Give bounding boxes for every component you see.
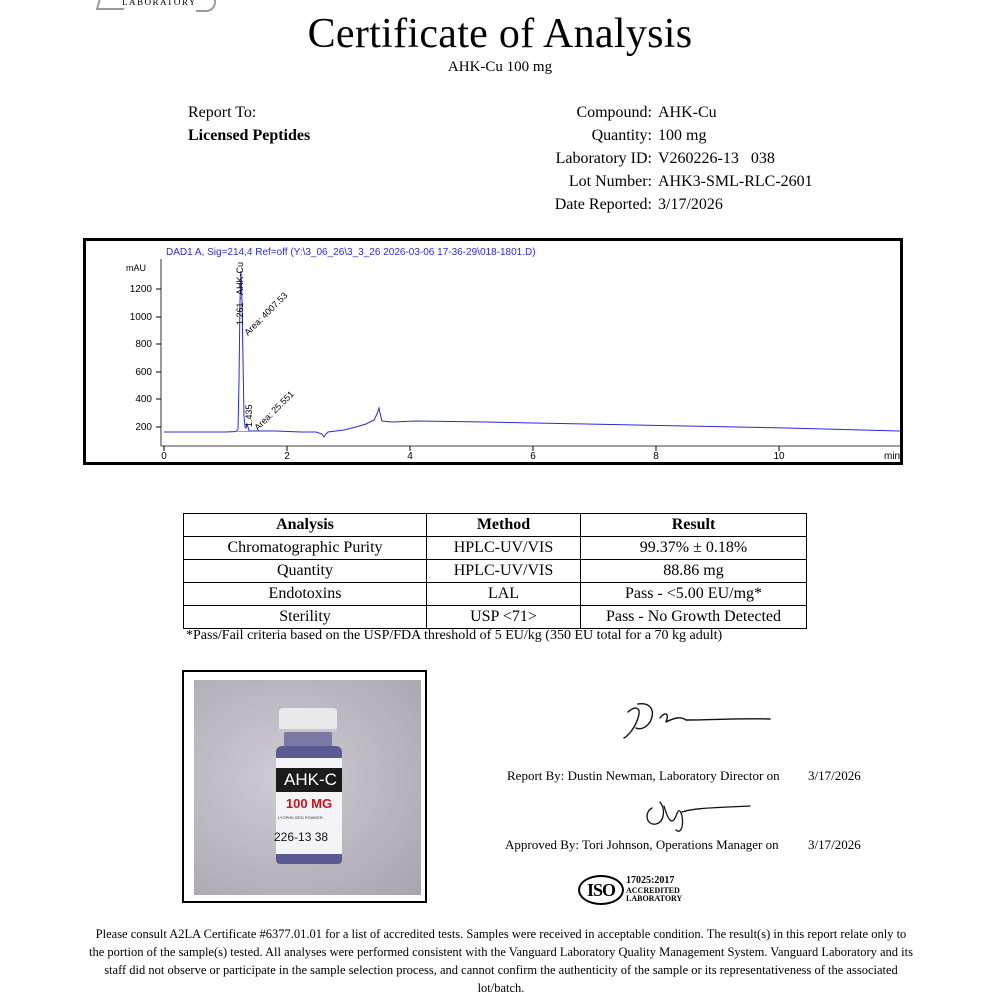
info-key: Laboratory ID: <box>555 150 652 167</box>
table-header-row <box>184 514 807 537</box>
report-by-text: Report By: Dustin Newman, Laboratory Director on <box>507 768 780 783</box>
x-tick-0 <box>161 446 167 462</box>
director-signature <box>620 698 780 748</box>
info-value: 3/17/2026 <box>658 196 723 213</box>
x-tick-label: 2 <box>284 451 290 462</box>
peak2-area: Area: 25.551 <box>252 388 296 433</box>
x-tick-label: 8 <box>653 451 659 462</box>
x-tick-10 <box>773 446 785 462</box>
iso-accreditation-badge <box>578 873 698 907</box>
y-tick-600 <box>135 367 161 378</box>
vial-label-name: AHK-C <box>276 768 342 792</box>
x-unit-label: min <box>884 451 900 462</box>
x-tick-2 <box>284 446 290 462</box>
info-key: Lot Number: <box>568 173 652 190</box>
info-key: Compound: <box>576 104 652 121</box>
results-table <box>183 513 807 629</box>
cell-method: HPLC-UV/VIS <box>427 537 581 560</box>
y-tick-800 <box>135 339 161 350</box>
table-row <box>184 537 807 560</box>
approved-by-text: Approved By: Tori Johnson, Operations Manager on <box>505 837 779 852</box>
y-tick-label: 1200 <box>129 284 152 295</box>
info-value: V260226-13 038 <box>658 150 775 167</box>
iso-accredited-text <box>626 887 682 903</box>
chromatogram <box>83 238 903 465</box>
column-header-analysis: Analysis <box>184 514 427 537</box>
report-by-date: 3/17/2026 <box>808 768 861 783</box>
x-tick-label: 4 <box>407 451 413 462</box>
report-to-label: Report To: <box>188 104 257 121</box>
vial-label-sub: LYOPHILIZED POWDER <box>278 815 323 820</box>
sample-info <box>440 104 860 219</box>
info-value: 100 mg <box>658 127 707 144</box>
info-row-lot <box>440 173 860 196</box>
manager-signature <box>640 786 760 836</box>
info-value: AHK3-SML-RLC-2601 <box>658 173 813 190</box>
column-header-result: Result <box>581 514 807 537</box>
x-tick-4 <box>407 446 413 462</box>
info-row-date <box>440 196 860 219</box>
y-tick-200 <box>135 422 161 433</box>
info-row-lab-id <box>440 150 860 173</box>
x-tick-label: 10 <box>773 451 785 462</box>
info-key: Date Reported: <box>554 196 652 213</box>
x-tick-8 <box>653 446 659 462</box>
vial-label-dose: 100 MG <box>285 796 333 811</box>
x-tick-6 <box>530 446 536 462</box>
cell-analysis: Endotoxins <box>184 583 427 606</box>
page-title: Certificate of Analysis <box>307 11 693 57</box>
table-row <box>184 583 807 606</box>
product-photo <box>194 680 421 895</box>
chromatogram-svg <box>86 241 900 462</box>
iso-laboratory: LABORATORY <box>626 894 683 903</box>
table-row <box>184 606 807 629</box>
iso-standard: 17025:2017 <box>626 875 675 886</box>
y-tick-label: 600 <box>135 367 152 378</box>
peak2-label: 1.435 <box>244 404 254 427</box>
x-tick-label: 6 <box>530 451 536 462</box>
info-row-compound <box>440 104 860 127</box>
cell-analysis: Sterility <box>184 606 427 629</box>
disclaimer: Please consult A2LA Certificate #6377.01.01 for a list of accredited tests. Samples were received in acceptable condition. The result(s) in this report relate only to the portion of the sample(s) tested. All analyses were performed consistent with the Vanguard Laboratory Quality Management System. Vanguard Laboratory and its staff did not observe or participate in the sample selection process, and cannot confirm the authenticity of the sample or its representativeness of the associated lot/batch. <box>89 927 913 995</box>
cell-analysis: Chromatographic Purity <box>184 537 427 560</box>
y-tick-label: 400 <box>135 394 152 405</box>
cell-method: USP <71> <box>427 606 581 629</box>
chromatogram-header: DAD1 A, Sig=214,4 Ref=off (Y:\3_06_26\3_3_26 2026-03-06 17-36-29\018-1801.D) <box>166 247 536 258</box>
iso-accredited: ACCREDITED <box>626 886 680 895</box>
peak1-area: Area: 4007.53 <box>242 290 290 338</box>
cell-result: 88.86 mg <box>581 560 807 583</box>
cell-result: Pass - No Growth Detected <box>581 606 807 629</box>
peak1-label: 1.261 - AHK-Cu <box>235 261 245 325</box>
y-tick-1200 <box>130 284 161 295</box>
y-unit-label: mAU <box>126 263 146 273</box>
footnote: *Pass/Fail criteria based on the USP/FDA threshold of 5 EU/kg (350 EU total for a 70 kg adult) <box>186 628 723 643</box>
vial-label-lot: 226-13 38 <box>274 830 329 844</box>
y-tick-1000 <box>130 312 161 323</box>
page-subtitle: AHK-Cu 100 mg <box>447 59 553 75</box>
y-tick-400 <box>135 394 161 405</box>
info-row-quantity <box>440 127 860 150</box>
product-photo-frame <box>182 670 427 903</box>
iso-mark: ISO <box>578 875 624 905</box>
cell-analysis: Quantity <box>184 560 427 583</box>
x-tick-label: 0 <box>161 451 167 462</box>
cell-result: 99.37% ± 0.18% <box>581 537 807 560</box>
y-tick-label: 1000 <box>129 312 152 323</box>
info-key: Quantity: <box>591 127 652 144</box>
y-tick-label: 800 <box>135 339 152 350</box>
logo-wordmark: LABORATORY <box>122 0 197 7</box>
cell-result: Pass - <5.00 EU/mg* <box>581 583 807 606</box>
vial-cap <box>279 708 337 732</box>
report-to-name: Licensed Peptides <box>188 127 311 144</box>
info-value: AHK-Cu <box>658 104 717 121</box>
column-header-method: Method <box>427 514 581 537</box>
cell-method: LAL <box>427 583 581 606</box>
cell-method: HPLC-UV/VIS <box>427 560 581 583</box>
approved-by-date: 3/17/2026 <box>808 837 861 852</box>
y-tick-label: 200 <box>135 422 152 433</box>
table-row <box>184 560 807 583</box>
